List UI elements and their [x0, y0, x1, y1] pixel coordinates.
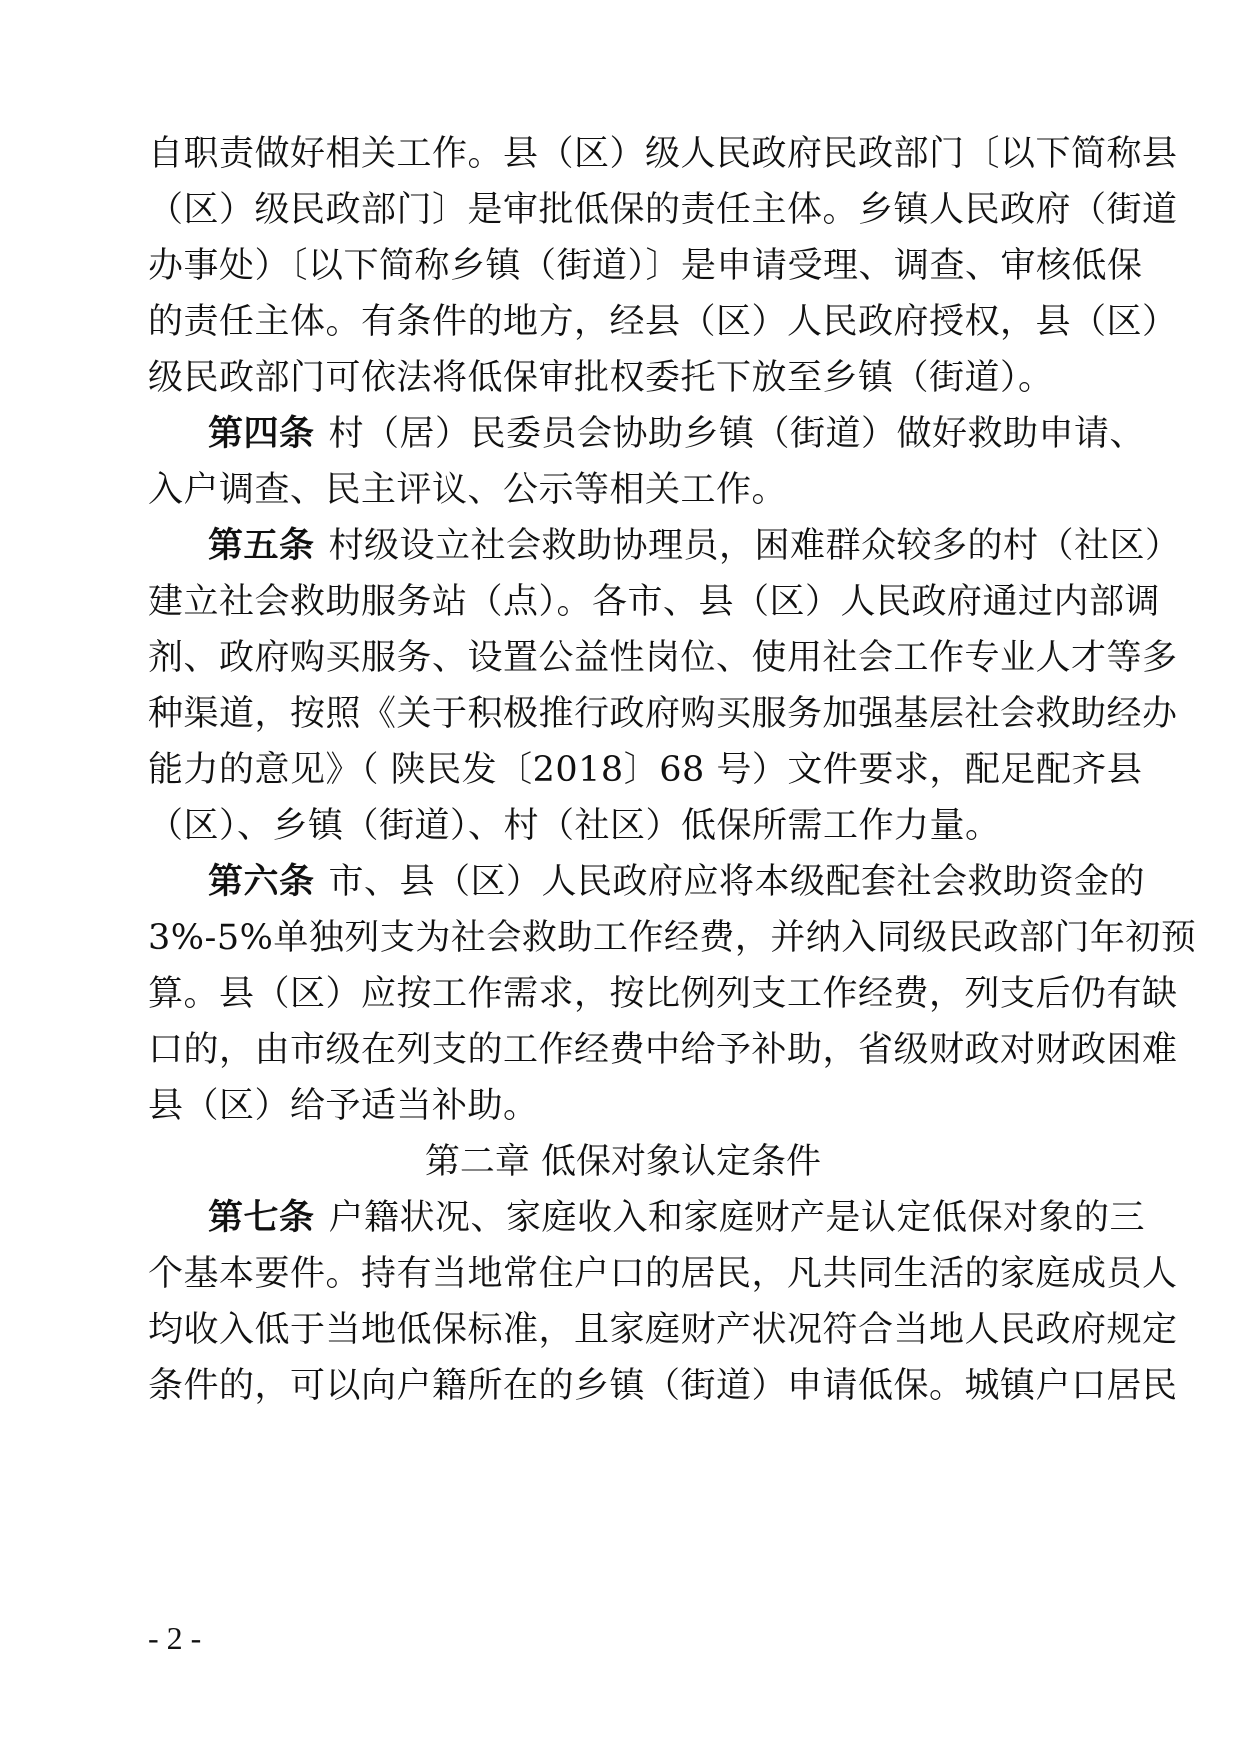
- article-7-line-1: [208, 1196, 1146, 1240]
- article-7-line-3: 均收入低于当地低保标准，且家庭财产状况符合当地人民政府规定: [148, 1310, 1178, 1350]
- article-5-line-3: 剂、政府购买服务、设置公益性岗位、使用社会工作专业人才等多: [148, 638, 1178, 678]
- article-5-line-1: [208, 524, 1181, 568]
- article-7-line-2: 个基本要件。持有当地常住户口的居民，凡共同生活的家庭成员人: [148, 1254, 1178, 1294]
- article-7-line-4: 条件的，可以向户籍所在的乡镇（街道）申请低保。城镇户口居民: [148, 1366, 1178, 1406]
- article-5-text-1: 村级设立社会救助协理员，困难群众较多的村（社区）: [328, 526, 1181, 566]
- article-4-line-2: 入户调查、民主评议、公示等相关工作。: [148, 470, 788, 510]
- intro-line-4: 的责任主体。有条件的地方，经县（区）人民政府授权，县（区）: [148, 302, 1178, 342]
- article-4-line-1: [208, 412, 1146, 456]
- article-5-title: 第五条: [208, 525, 315, 566]
- article-6-line-5: 县（区）给予适当补助。: [148, 1086, 539, 1126]
- article-4-title: 第四条: [208, 413, 315, 454]
- intro-line-2: （区）级民政部门〕是审批低保的责任主体。乡镇人民政府（街道: [148, 190, 1178, 230]
- article-5-line-6: （区）、乡镇（街道）、村（社区）低保所需工作力量。: [148, 806, 1001, 846]
- intro-line-5: 级民政部门可依法将低保审批权委托下放至乡镇（街道）。: [148, 358, 1054, 398]
- article-7-text-1: 户籍状况、家庭收入和家庭财产是认定低保对象的三: [328, 1198, 1146, 1238]
- intro-line-3: 办事处）〔以下简称乡镇（街道）〕是申请受理、调查、审核低保: [148, 246, 1143, 286]
- article-6-line-1: [208, 860, 1146, 904]
- article-6-line-3: 算。县（区）应按工作需求，按比例列支工作经费，列支后仍有缺: [148, 974, 1178, 1014]
- article-5-line-5: 能力的意见》（ 陕民发〔2018〕68 号）文件要求，配足配齐县: [148, 750, 1143, 790]
- article-4-text-1: 村（居）民委员会协助乡镇（街道）做好救助申请、: [328, 414, 1146, 454]
- chapter-2-heading: 第二章 低保对象认定条件: [424, 1142, 822, 1182]
- page-number: - 2 -: [148, 1620, 202, 1656]
- article-6-line-4: 口的，由市级在列支的工作经费中给予补助，省级财政对财政困难: [148, 1030, 1178, 1070]
- article-6-title: 第六条: [208, 861, 315, 902]
- article-5-line-2: 建立社会救助服务站（点）。各市、县（区）人民政府通过内部调: [148, 582, 1161, 622]
- article-6-line-2: 3%-5%单独列支为社会救助工作经费，并纳入同级民政部门年初预: [148, 918, 1197, 958]
- intro-line-1: 自职责做好相关工作。县（区）级人民政府民政部门〔以下简称县: [148, 134, 1178, 174]
- article-7-title: 第七条: [208, 1197, 315, 1238]
- article-6-text-1: 市、县（区）人民政府应将本级配套社会救助资金的: [328, 862, 1146, 902]
- article-5-line-4: 种渠道，按照《关于积极推行政府购买服务加强基层社会救助经办: [148, 694, 1178, 734]
